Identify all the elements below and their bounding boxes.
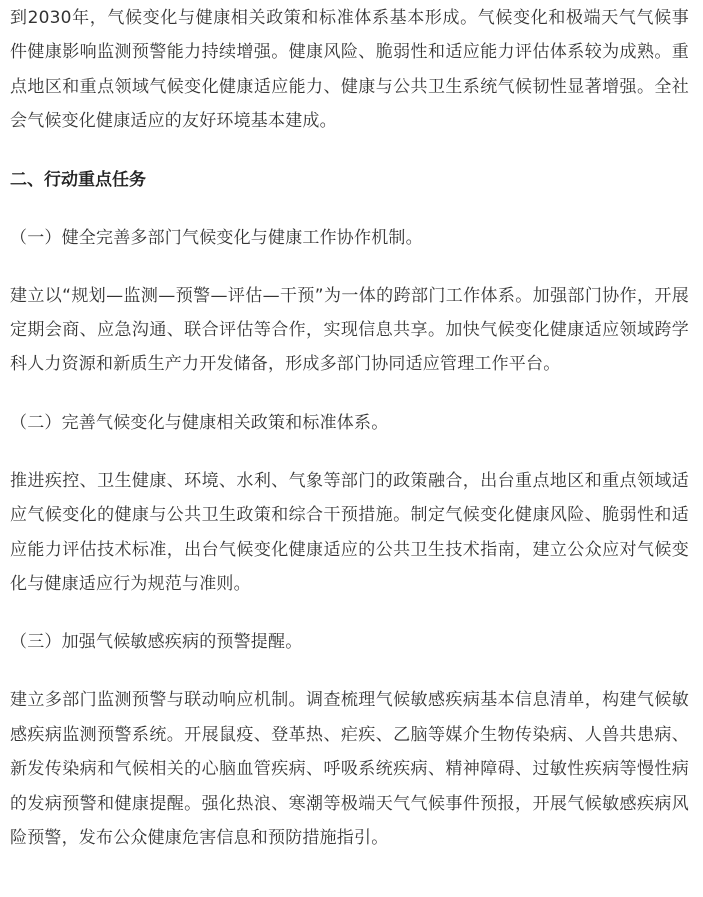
item-3-title: （三）加强气候敏感疾病的预警提醒。 [10,632,303,653]
spacer [10,139,689,163]
spacer [10,255,689,279]
item-3-body: 建立多部门监测预警与联动响应机制。调查梳理气候敏感疾病基本信息清单，构建气候敏感疾病监测预警系统。开展鼠疫、登革热、疟疾、乙脑等媒介生物传染病、人兽共患病、新发传染病和气候相关的心脑血管疾病、呼吸系统疾病、精神障碍、过敏性疾病等慢性病的发病预警和健康提醒。强化热浪、寒潮等极端天气气候事件预报，开展气候敏感疾病风险预警，发布公众健康危害信息和预防措施指引。 [10,690,689,849]
spacer [10,197,689,221]
section-heading: 二、行动重点任务 [10,169,146,190]
spacer [10,440,689,464]
intro-paragraph: 到2030年，气候变化与健康相关政策和标准体系基本形成。气候变化和极端天气气候事件健康影响监测预警能力持续增强。健康风险、脆弱性和适应能力评估体系较为成熟。重点地区和重点领域气候变化健康适应能力、健康与公共卫生系统气候韧性显著增强。全社会气候变化健康适应的友好环境基本建成。 [10,8,689,132]
spacer [10,601,689,625]
item-1-title: （一）健全完善多部门气候变化与健康工作协作机制。 [10,227,423,248]
item-2-title: （二）完善气候变化与健康相关政策和标准体系。 [10,412,389,433]
item-1-body: 建立以“规划—监测—预警—评估—干预”为一体的跨部门工作体系。加强部门协作，开展定期会商、应急沟通、联合评估等合作，实现信息共享。加快气候变化健康适应领域跨学科人力资源和新质生产力开发储备，形成多部门协同适应管理工作平台。 [10,285,689,375]
spacer [10,659,689,683]
item-2-body: 推进疾控、卫生健康、环境、水利、气象等部门的政策融合，出台重点地区和重点领域适应气候变化的健康与公共卫生政策和综合干预措施。制定气候变化健康风险、脆弱性和适应能力评估技术标准，出台气候变化健康适应的公共卫生技术指南，建立公众应对气候变化与健康适应行为规范与准则。 [10,470,689,595]
spacer [10,382,689,406]
